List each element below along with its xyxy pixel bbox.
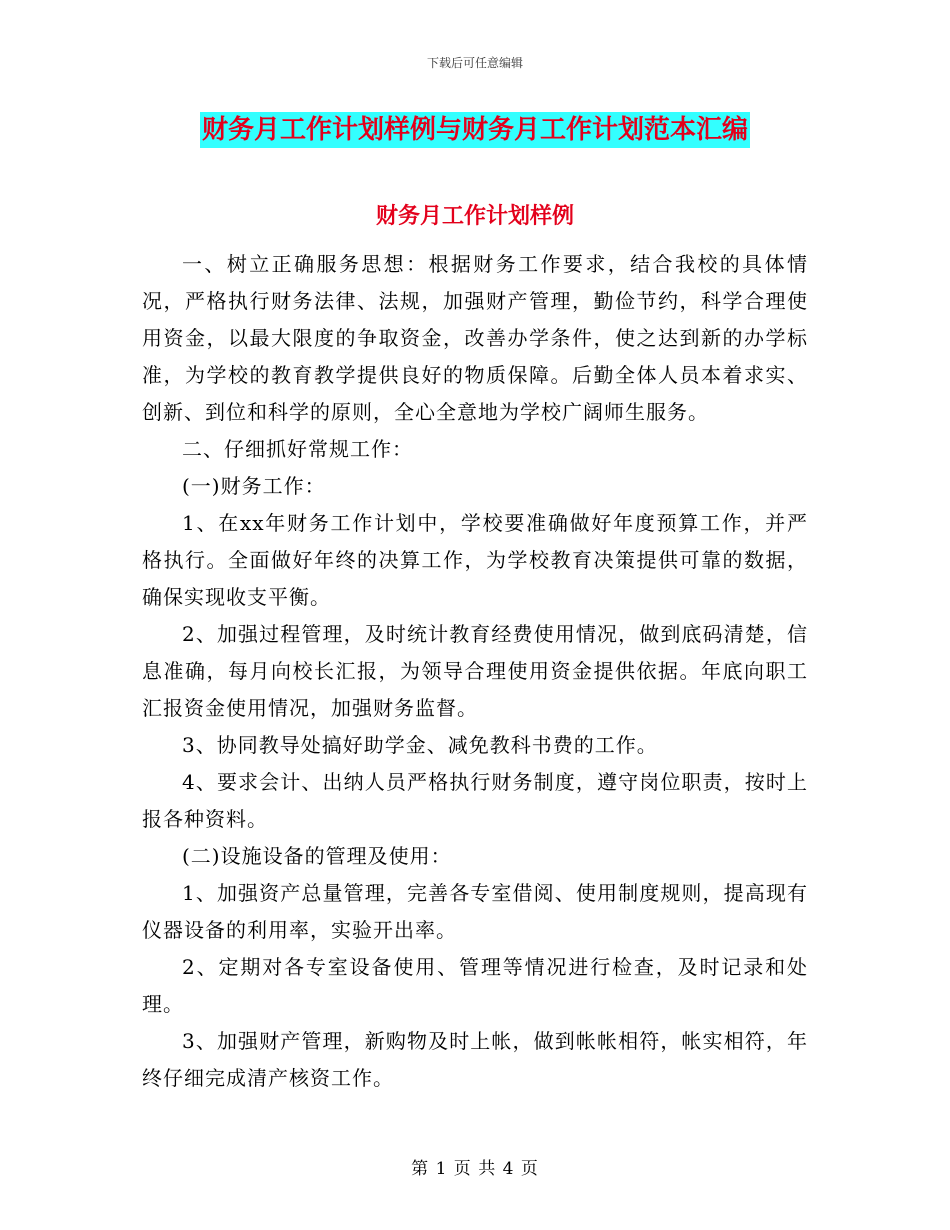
paragraph-facilities-item-2: 2、定期对各专室设备使用、管理等情况进行检查，及时记录和处理。 <box>142 955 808 1016</box>
paragraph-facilities-item-1: 1、加强资产总量管理，完善各专室借阅、使用制度规则，提高现有仪器设备的利用率，实验开出率。 <box>142 881 808 942</box>
paragraph-finance-item-4: 4、要求会计、出纳人员严格执行财务制度，遵守岗位职责，按时上报各种资料。 <box>142 770 808 831</box>
page-number: 第 1 页 共 4 页 <box>411 1159 539 1179</box>
paragraph-service-thinking: 一、树立正确服务思想：根据财务工作要求，结合我校的具体情况，严格执行财务法律、法规，加强财产管理，勤俭节约，科学合理使用资金，以最大限度的争取资金，改善办学条件，使之达到新的办学标准，为学校的教育教学提供良好的物质保障。后勤全体人员本着求实、创新、到位和科学的原则，全心全意地为学校广阔师生服务。 <box>142 252 808 424</box>
paragraph-finance-heading: (一)财务工作： <box>182 474 326 498</box>
main-title-container <box>0 112 950 148</box>
section-title: 财务月工作计划样例 <box>375 204 574 229</box>
paragraph-facilities-heading: (二)设施设备的管理及使用： <box>182 844 452 868</box>
paragraph-finance-item-1: 1、在xx年财务工作计划中，学校要准确做好年度预算工作，并严格执行。全面做好年终的决算工作，为学校教育决策提供可靠的数据，确保实现收支平衡。 <box>142 511 808 609</box>
main-title: 财务月工作计划样例与财务月工作计划范本汇编 <box>200 112 750 148</box>
paragraph-routine-work-heading: 二、仔细抓好常规工作： <box>182 437 413 461</box>
paragraph-finance-item-3: 3、协同教导处搞好助学金、减免教科书费的工作。 <box>182 733 658 757</box>
paragraph-finance-item-2: 2、加强过程管理，及时统计教育经费使用情况，做到底码清楚，信息准确，每月向校长汇报，为领导合理使用资金提供依据。年底向职工汇报资金使用情况，加强财务监督。 <box>142 622 808 720</box>
header-note: 下载后可任意编辑 <box>426 56 523 70</box>
document-body <box>142 246 808 1097</box>
paragraph-facilities-item-3: 3、加强财产管理，新购物及时上帐，做到帐帐相符，帐实相符，年终仔细完成清产核资工作。 <box>142 1029 808 1090</box>
